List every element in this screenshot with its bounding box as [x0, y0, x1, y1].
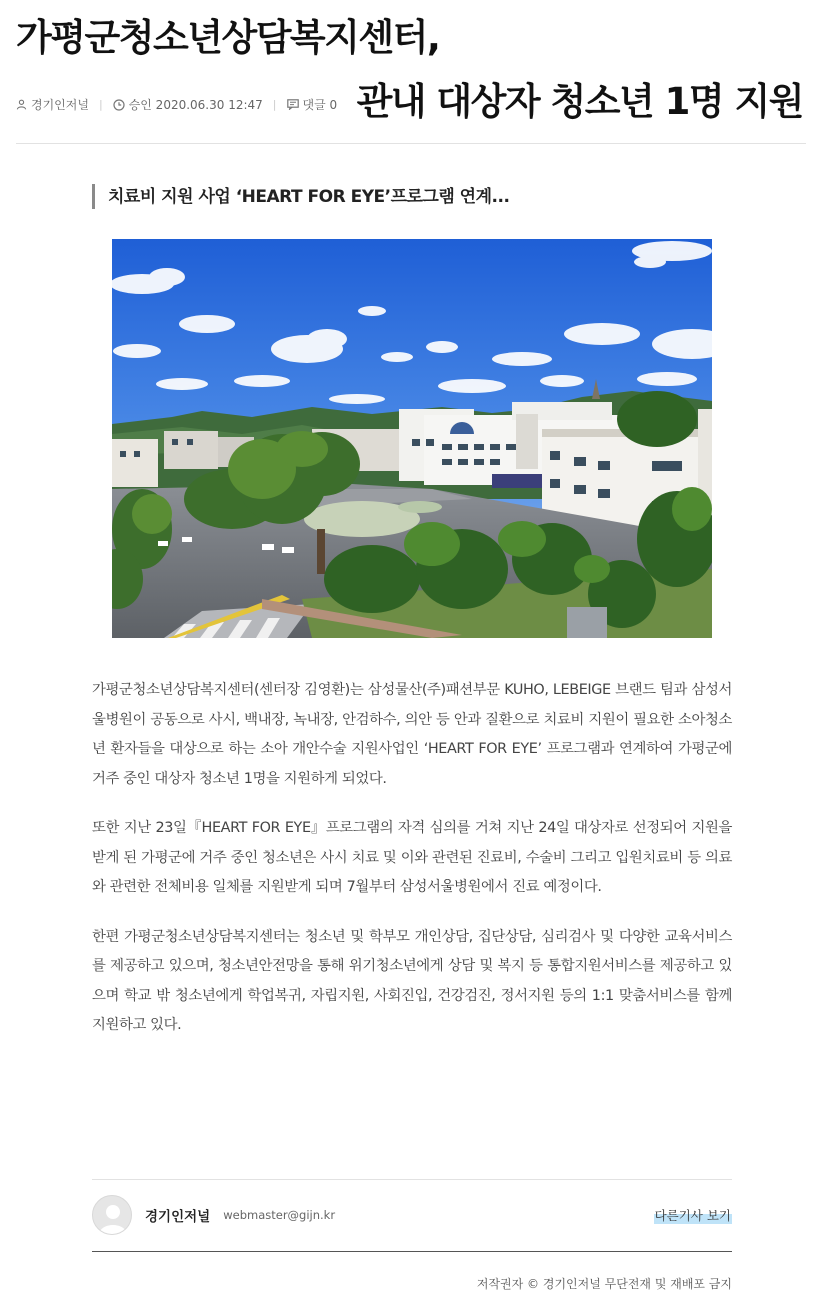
article-paragraph: 또한 지난 23일『HEART FOR EYE』프로그램의 자격 심의를 거쳐 지난 24일 대상자로 선정되어 지원을 받게 된 가평군에 거주 중인 청소년은 사시 치료 및 이와 관련된 진료비, 수술비 그리고 입원치료비 등 의료와 관련한 전체비용 일체를 지원받게 되며 7월부터 삼성서울병원에서 진료 예정이다.	[92, 820, 732, 895]
meta-author-label: 경기인저널	[31, 98, 89, 112]
meta-author[interactable]	[16, 96, 89, 113]
clock-icon	[113, 99, 125, 111]
byline-divider-top	[92, 1179, 732, 1180]
byline-divider-bottom	[92, 1251, 732, 1252]
meta-separator: |	[98, 98, 103, 111]
person-icon	[16, 99, 27, 110]
article-title-line1: 가평군청소년상담복지센터,	[16, 16, 440, 59]
author-email[interactable]: webmaster@gijn.kr	[223, 1208, 336, 1222]
comment-icon	[287, 99, 299, 110]
article-paragraph: 한편 가평군청소년상담복지센터는 청소년 및 학부모 개인상담, 집단상담, 심리검사 및 다양한 교육서비스를 제공하고 있으며, 청소년안전망을 통해 위기청소년에게 상담 및 복지 등 통합지원서비스를 제공하고 있으며 학교 밖 청소년에게 학업복귀, 자립지원, 사회진입, 건강검진, 정서지원 등의 1:1 맞춤서비스를 함께 지원하고 있다.	[92, 928, 732, 1033]
meta-comments-label: 댓글 0	[302, 98, 338, 112]
article-subtitle: 치료비 지원 사업 ‘HEART FOR EYE’프로그램 연계...	[92, 184, 509, 209]
user-avatar-icon	[93, 1196, 132, 1235]
copyright-notice: 저작권자 © 경기인저널 무단전재 및 재배포 금지	[476, 1277, 732, 1291]
meta-separator: |	[272, 98, 277, 111]
title-divider	[16, 143, 806, 144]
article-photo[interactable]	[112, 239, 712, 638]
avatar[interactable]	[92, 1195, 132, 1235]
meta-approved-label: 승인 2020.06.30 12:47	[128, 98, 263, 112]
more-articles-link[interactable]: 다른기사 보기	[654, 1208, 731, 1223]
author-byline	[92, 1195, 732, 1235]
photo-building-image	[112, 239, 712, 638]
article-meta	[16, 96, 337, 113]
article-paragraph: 가평군청소년상담복지센터(센터장 김영환)는 삼성물산(주)패션부문 KUHO, LEBEIGE 브랜드 팀과 삼성서울병원이 공동으로 사시, 백내장, 녹내장, 안검하수, 의안 등 안과 질환으로 치료비 지원이 필요한 소아청소년 환자들을 대상으로 하는 소아 개안수술 지원사업인 ‘HEART FOR EYE’ 프로그램과 연계하여 가평군에 거주 중인 대상자 청소년 1명을 지원하게 되었다.	[92, 682, 732, 787]
article-title-line2: 관내 대상자 청소년 1명 지원	[356, 80, 803, 123]
author-name[interactable]: 경기인저널	[145, 1209, 211, 1225]
meta-approved	[113, 96, 263, 113]
article-body	[92, 676, 732, 1061]
meta-comments[interactable]	[287, 96, 338, 113]
